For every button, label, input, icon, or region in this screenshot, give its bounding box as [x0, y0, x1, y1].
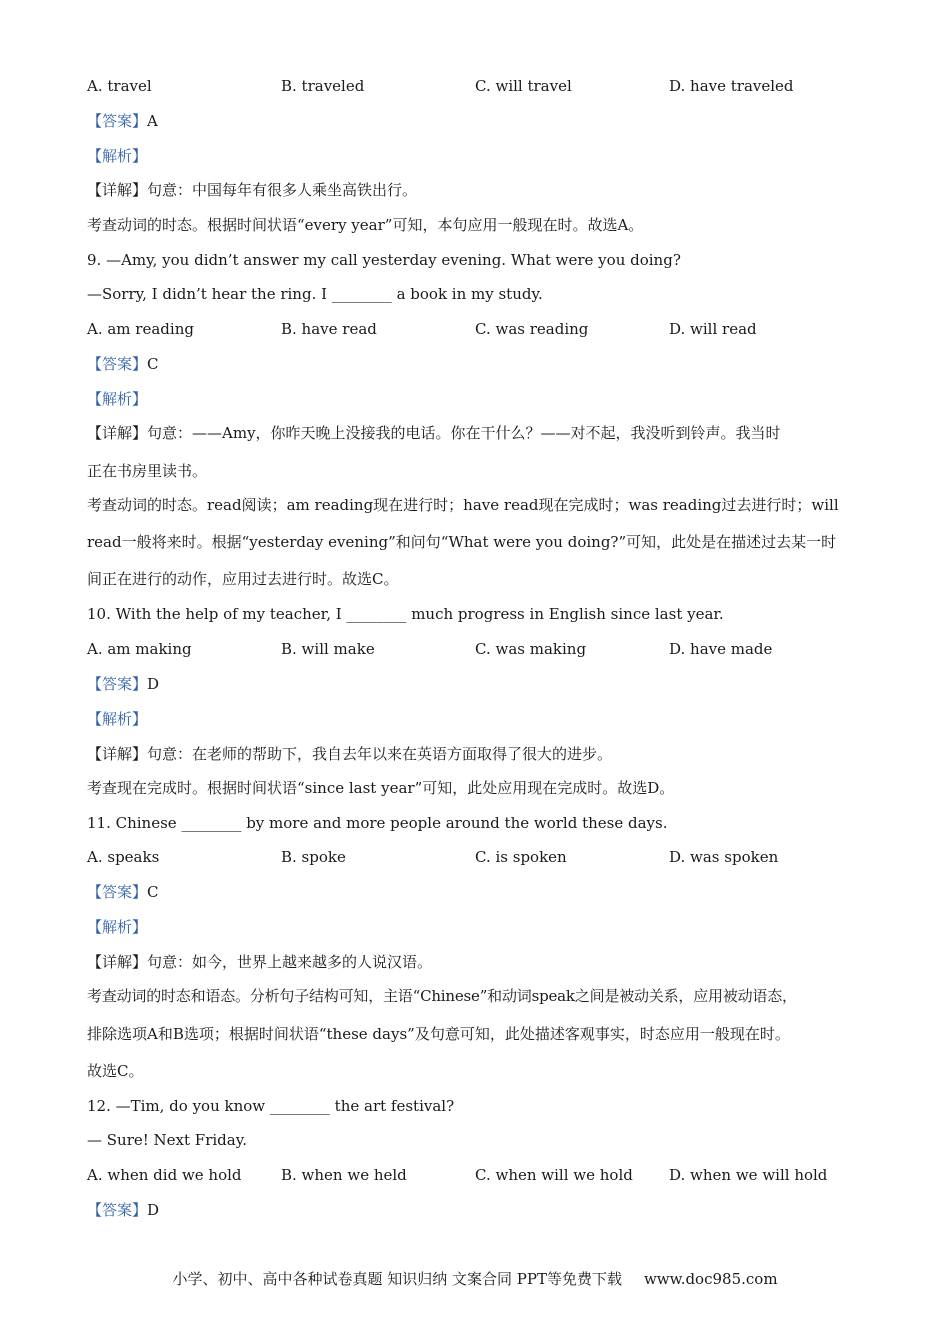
q10-option-b: B. will make	[281, 640, 375, 658]
q9-option-a: A. am reading	[87, 320, 194, 338]
q8-answer-line	[87, 111, 880, 131]
answer-label: 【答案】	[87, 883, 148, 901]
q8-option-c: C. will travel	[475, 77, 572, 95]
q9-answer-line	[87, 354, 880, 374]
q12-option-a: A. when did we hold	[87, 1166, 242, 1184]
q9-explanation-1: 考查动词的时态。read阅读；am reading现在进行时；have read现在完成时；was reading过去进行时；will	[87, 496, 839, 514]
q11-option-d: D. was spoken	[669, 848, 779, 866]
detail-text: 句意：中国每年有很多人乘坐高铁出行。	[147, 181, 418, 199]
q9-analysis-label: 【解析】	[87, 390, 148, 408]
answer-label: 【答案】	[87, 355, 148, 373]
answer-value: C	[147, 883, 159, 901]
q12-option-c: C. when will we hold	[475, 1166, 633, 1184]
detail-label: 【详解】	[87, 953, 148, 971]
detail-label: 【详解】	[87, 745, 148, 763]
q10-detail-line	[87, 744, 880, 764]
q10-analysis-label: 【解析】	[87, 710, 148, 728]
q9-detail-continued: 正在书房里读书。	[87, 462, 208, 480]
footer-text: 小学、初中、高中各种试卷真题 知识归纳 文案合同 PPT等免费下载	[172, 1270, 622, 1288]
q12-question-line-1: 12. —Tim, do you know ________ the art festival?	[87, 1097, 455, 1115]
q11-option-b: B. spoke	[281, 848, 346, 866]
detail-text: 句意：如今，世界上越来越多的人说汉语。	[147, 953, 433, 971]
q9-explanation-3: 间正在进行的动作，应用过去进行时。故选C。	[87, 570, 399, 588]
q11-analysis-label: 【解析】	[87, 918, 148, 936]
q8-option-a: A. travel	[87, 77, 152, 95]
q11-question: 11. Chinese ________ by more and more people around the world these days.	[87, 814, 668, 832]
q12-answer-line	[87, 1200, 880, 1220]
q8-explanation: 考查动词的时态。根据时间状语“every year”可知，本句应用一般现在时。故选A。	[87, 216, 644, 234]
q11-detail-line	[87, 952, 880, 972]
page-footer	[0, 1268, 950, 1289]
answer-value: D	[147, 675, 160, 693]
detail-text: 句意：——Amy，你昨天晚上没接我的电话。你在干什么？——对不起，我没听到铃声。我当时	[147, 424, 781, 442]
q8-analysis-label: 【解析】	[87, 147, 148, 165]
detail-label: 【详解】	[87, 181, 148, 199]
q9-detail-line	[87, 423, 880, 443]
answer-value: C	[147, 355, 159, 373]
q11-explanation-1: 考查动词的时态和语态。分析句子结构可知，主语“Chinese”和动词speak之间是被动关系，应用被动语态，	[87, 987, 797, 1005]
q11-option-a: A. speaks	[87, 848, 160, 866]
q10-explanation: 考查现在完成时。根据时间状语“since last year”可知，此处应用现在完成时。故选D。	[87, 779, 675, 797]
q9-question-line-1: 9. —Amy, you didn’t answer my call yesterday evening. What were you doing?	[87, 251, 681, 269]
answer-label: 【答案】	[87, 1201, 148, 1219]
answer-label: 【答案】	[87, 675, 148, 693]
answer-value: D	[147, 1201, 160, 1219]
q10-option-d: D. have made	[669, 640, 773, 658]
q9-option-d: D. will read	[669, 320, 757, 338]
detail-text: 句意：在老师的帮助下，我自去年以来在英语方面取得了很大的进步。	[147, 745, 613, 763]
q10-question: 10. With the help of my teacher, I ________ much progress in English since last year.	[87, 605, 724, 623]
q11-answer-line	[87, 882, 880, 902]
q11-explanation-3: 故选C。	[87, 1062, 144, 1080]
answer-label: 【答案】	[87, 112, 148, 130]
q9-option-c: C. was reading	[475, 320, 589, 338]
detail-label: 【详解】	[87, 424, 148, 442]
q12-option-b: B. when we held	[281, 1166, 407, 1184]
q10-option-c: C. was making	[475, 640, 587, 658]
q11-explanation-2: 排除选项A和B选项；根据时间状语“these days”及句意可知，此处描述客观事实，时态应用一般现在时。	[87, 1025, 790, 1043]
q10-answer-line	[87, 674, 880, 694]
q12-question-line-2: — Sure! Next Friday.	[87, 1131, 247, 1149]
q9-option-b: B. have read	[281, 320, 377, 338]
q8-detail-line	[87, 180, 880, 200]
q9-question-line-2: —Sorry, I didn’t hear the ring. I ________ a book in my study.	[87, 285, 543, 303]
q8-option-b: B. traveled	[281, 77, 365, 95]
q8-option-d: D. have traveled	[669, 77, 794, 95]
q11-option-c: C. is spoken	[475, 848, 567, 866]
answer-value: A	[147, 112, 158, 130]
q10-option-a: A. am making	[87, 640, 192, 658]
q9-explanation-2: read一般将来时。根据“yesterday evening”和问句“What were you doing?”可知，此处是在描述过去某一时	[87, 533, 837, 551]
q12-option-d: D. when we will hold	[669, 1166, 828, 1184]
footer-url-link[interactable]: www.doc985.com	[643, 1270, 778, 1288]
